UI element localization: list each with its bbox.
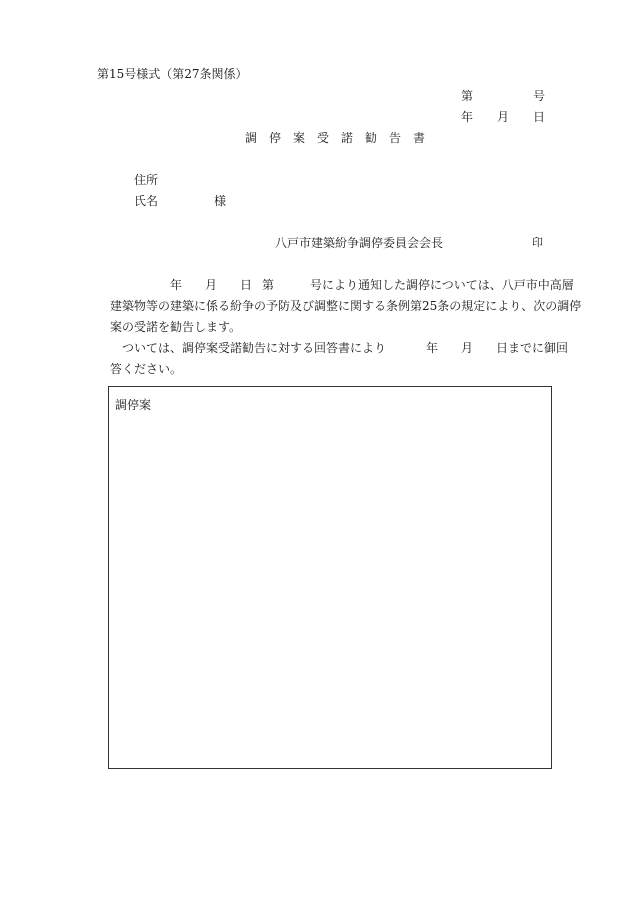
form-number: 第15号様式（第27条関係） — [97, 67, 248, 81]
seal-mark: 印 — [532, 236, 543, 249]
p1-month: 月 — [205, 278, 218, 292]
doc-number-go: 号 — [533, 89, 546, 103]
doc-number-dai: 第 — [461, 89, 474, 103]
address-label: 住所 — [134, 173, 159, 187]
p1-rest: 号により通知した調停については、八戸市中高層 — [310, 278, 574, 292]
sender-name: 八戸市建築紛争調停委員会会長 — [275, 236, 444, 250]
honorific: 様 — [214, 194, 227, 208]
doc-date-day: 日 — [533, 110, 546, 124]
mediation-proposal-label: 調停案 — [115, 398, 152, 412]
doc-date-year: 年 — [461, 110, 474, 124]
p2-rest: 日までに御回 — [496, 341, 569, 355]
p2-month: 月 — [461, 341, 474, 355]
p1-year: 年 — [170, 278, 183, 292]
page-title: 調 停 案 受 諾 勧 告 書 — [245, 131, 426, 145]
p1-dai: 第 — [262, 278, 275, 292]
mediation-proposal-box — [108, 386, 552, 769]
doc-date-month: 月 — [497, 110, 510, 124]
p1-line2: 建築物等の建築に係る紛争の予防及び調整に関する条例第25条の規定により、次の調停 — [110, 299, 582, 313]
p1-line3: 案の受諾を勧告します。 — [110, 320, 242, 334]
p2-line2: 答ください。 — [110, 362, 183, 376]
p1-day: 日 — [240, 278, 253, 292]
p2-start: ついては、調停案受諾勧告に対する回答書により — [122, 341, 387, 355]
p2-year: 年 — [426, 341, 439, 355]
name-label: 氏名 — [134, 194, 159, 208]
